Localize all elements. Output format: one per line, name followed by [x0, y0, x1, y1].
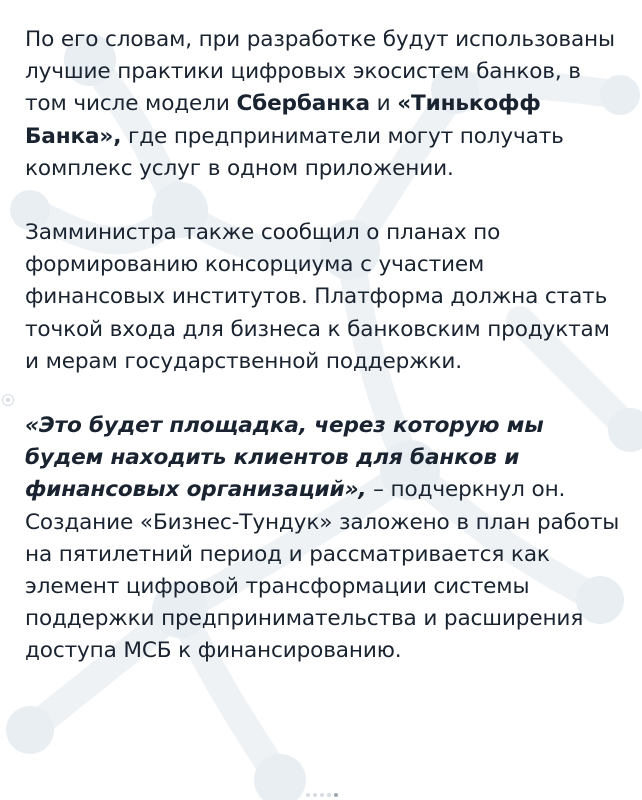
paragraph-spacer [25, 185, 625, 217]
carousel-page-dot[interactable] [306, 793, 310, 797]
conjunction-and: и [369, 91, 398, 117]
paragraph-1 [25, 24, 625, 185]
quote-attribution: – подчеркнул он. [366, 477, 566, 503]
carousel-page-dot[interactable] [320, 793, 324, 797]
carousel-page-dot[interactable] [313, 793, 317, 797]
paragraph-1-text-after: где предприниматели могут получать комплекс услуг в одном приложении. [25, 123, 564, 181]
bank-name-tinkoff: «Тинькофф Банка», [25, 91, 541, 149]
carousel-page-dot[interactable] [327, 793, 331, 797]
carousel-page-dot[interactable] [334, 793, 338, 797]
article-body [25, 24, 625, 668]
bank-name-sberbank: Сбербанка [236, 91, 370, 117]
paragraph-4: Создание «Бизнес-Тундук» заложено в план работы на пятилетний период и рассматривается как элемент цифровой трансформации системы поддержки предпринимательства и расширения доступа МСБ к финансированию. [25, 509, 620, 664]
paragraph-2: Замминистра также сообщил о планах по формированию консорциума с участием финансовых институтов. Платформа должна стать точкой входа для бизнеса к банковским продуктам и мерам государственной поддержки. [25, 220, 610, 374]
quote-text: «Это будет площадка, через которую мы будем находить клиентов для банков и финансовых организаций», [25, 413, 544, 503]
carousel-indicator-icon[interactable] [2, 394, 14, 406]
paragraph-3 [25, 410, 625, 507]
paragraph-spacer [25, 378, 625, 410]
carousel-page-dots[interactable] [306, 793, 338, 797]
paragraph-1-text-before: По его словам, при разработке будут использованы лучшие практики цифровых экосистем банков, в том числе модели [25, 27, 615, 117]
